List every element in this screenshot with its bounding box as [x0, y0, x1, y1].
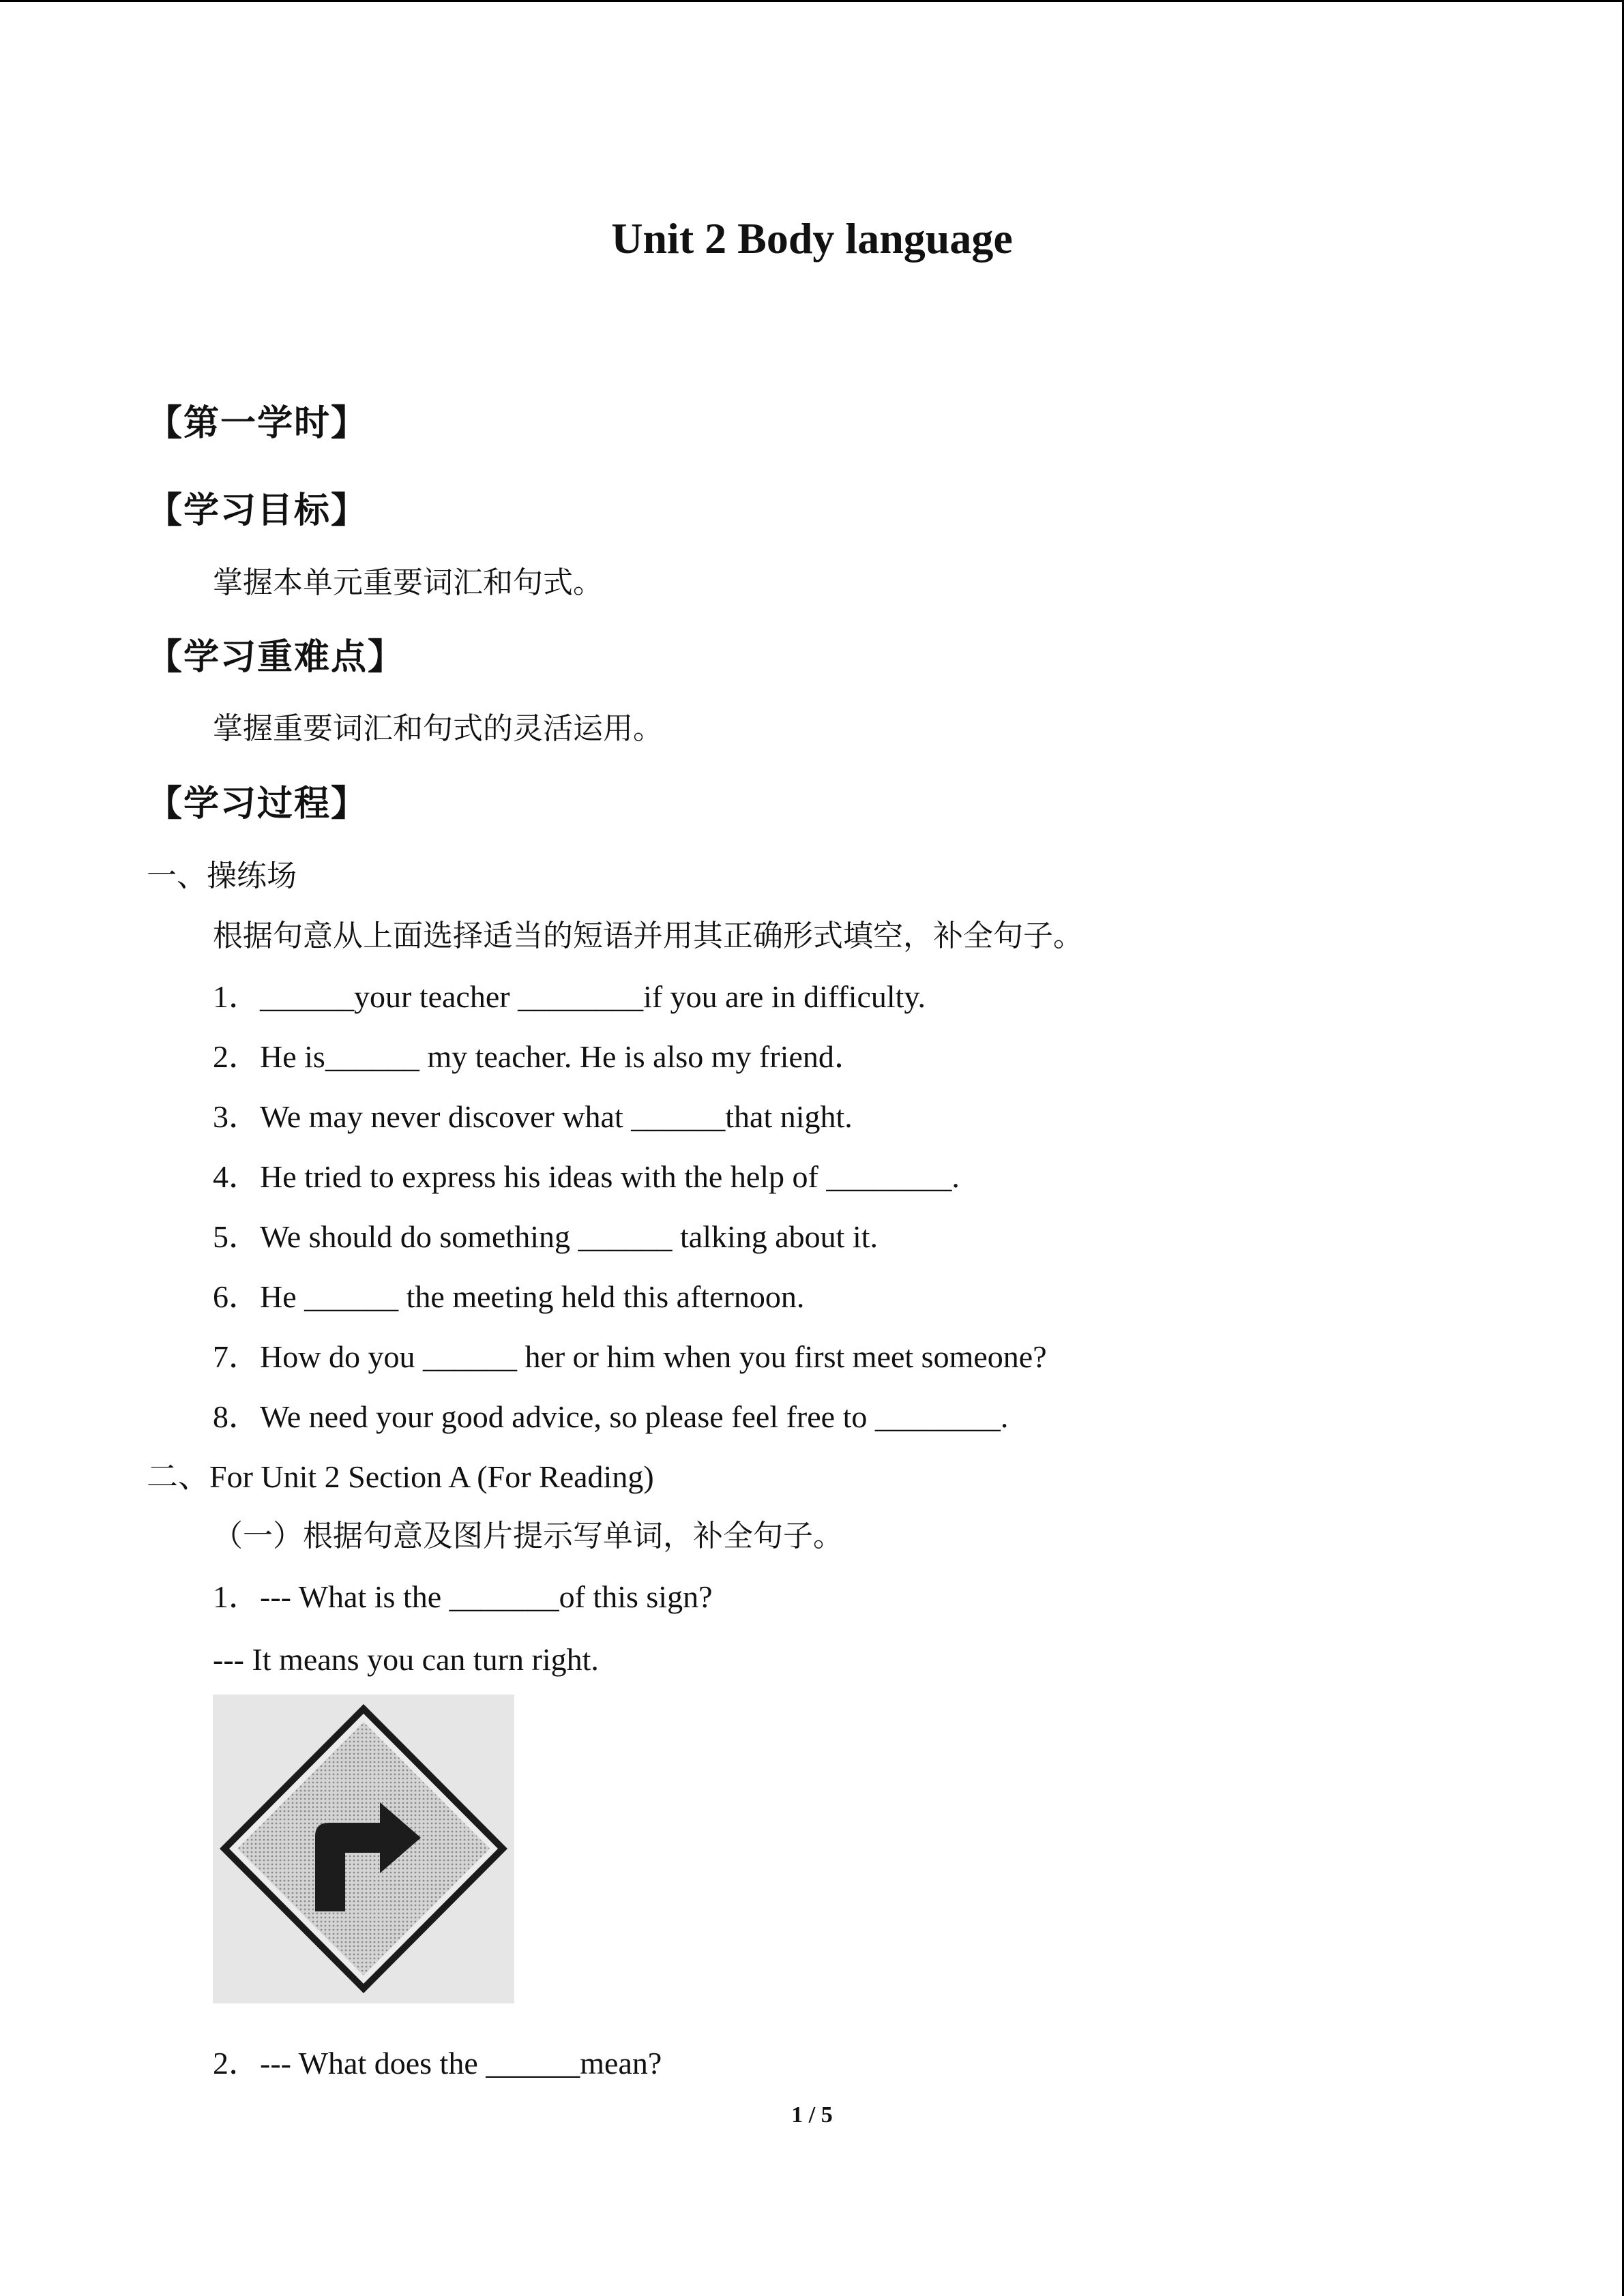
period-heading: 【第一学时】 — [147, 403, 368, 444]
part2-heading: 二、For Unit 2 Section A (For Reading) — [147, 1459, 654, 1494]
part2-instruction: （一）根据句意及图片提示写单词，补全句子。 — [213, 1519, 843, 1553]
sign-image — [213, 1695, 514, 2003]
process-heading: 【学习过程】 — [147, 784, 368, 824]
page-number: 1 / 5 — [791, 2102, 833, 2128]
exercise-item-3: 3．We may never discover what ______that night. — [213, 1099, 853, 1134]
objectives-heading: 【学习目标】 — [147, 490, 368, 531]
key-points-heading: 【学习重难点】 — [147, 637, 405, 678]
exercise-item-6: 6．He ______ the meeting held this afternoon. — [213, 1279, 805, 1314]
exercise-item-4: 4．He tried to express his ideas with the help of ________. — [213, 1159, 960, 1194]
exercise-item-5: 5．We should do something ______ talking about it. — [213, 1219, 879, 1254]
part1-instruction: 根据句意从上面选择适当的短语并用其正确形式填空，补全句子。 — [213, 919, 1083, 953]
key-points-text: 掌握重要词汇和句式的灵活运用。 — [213, 711, 663, 746]
exercise-item-1: 1．______your teacher ________if you are in difficulty. — [213, 979, 926, 1014]
question-2: 2．--- What does the ______mean? — [213, 2046, 662, 2081]
question-1-answer: --- It means you can turn right. — [213, 1642, 599, 1677]
page-title: Unit 2 Body language — [611, 214, 1013, 263]
question-1: 1．--- What is the _______of this sign? — [213, 1579, 713, 1614]
exercise-item-8: 8．We need your good advice, so please feel free to ________. — [213, 1399, 1009, 1434]
right-turn-sign-icon — [213, 1695, 514, 2003]
exercise-item-2: 2．He is______ my teacher. He is also my friend． — [213, 1039, 866, 1074]
exercise-item-7: 7．How do you ______ her or him when you first meet someone? — [213, 1339, 1047, 1374]
objectives-text: 掌握本单元重要词汇和句式。 — [213, 565, 603, 600]
part1-heading: 一、操练场 — [147, 859, 297, 893]
